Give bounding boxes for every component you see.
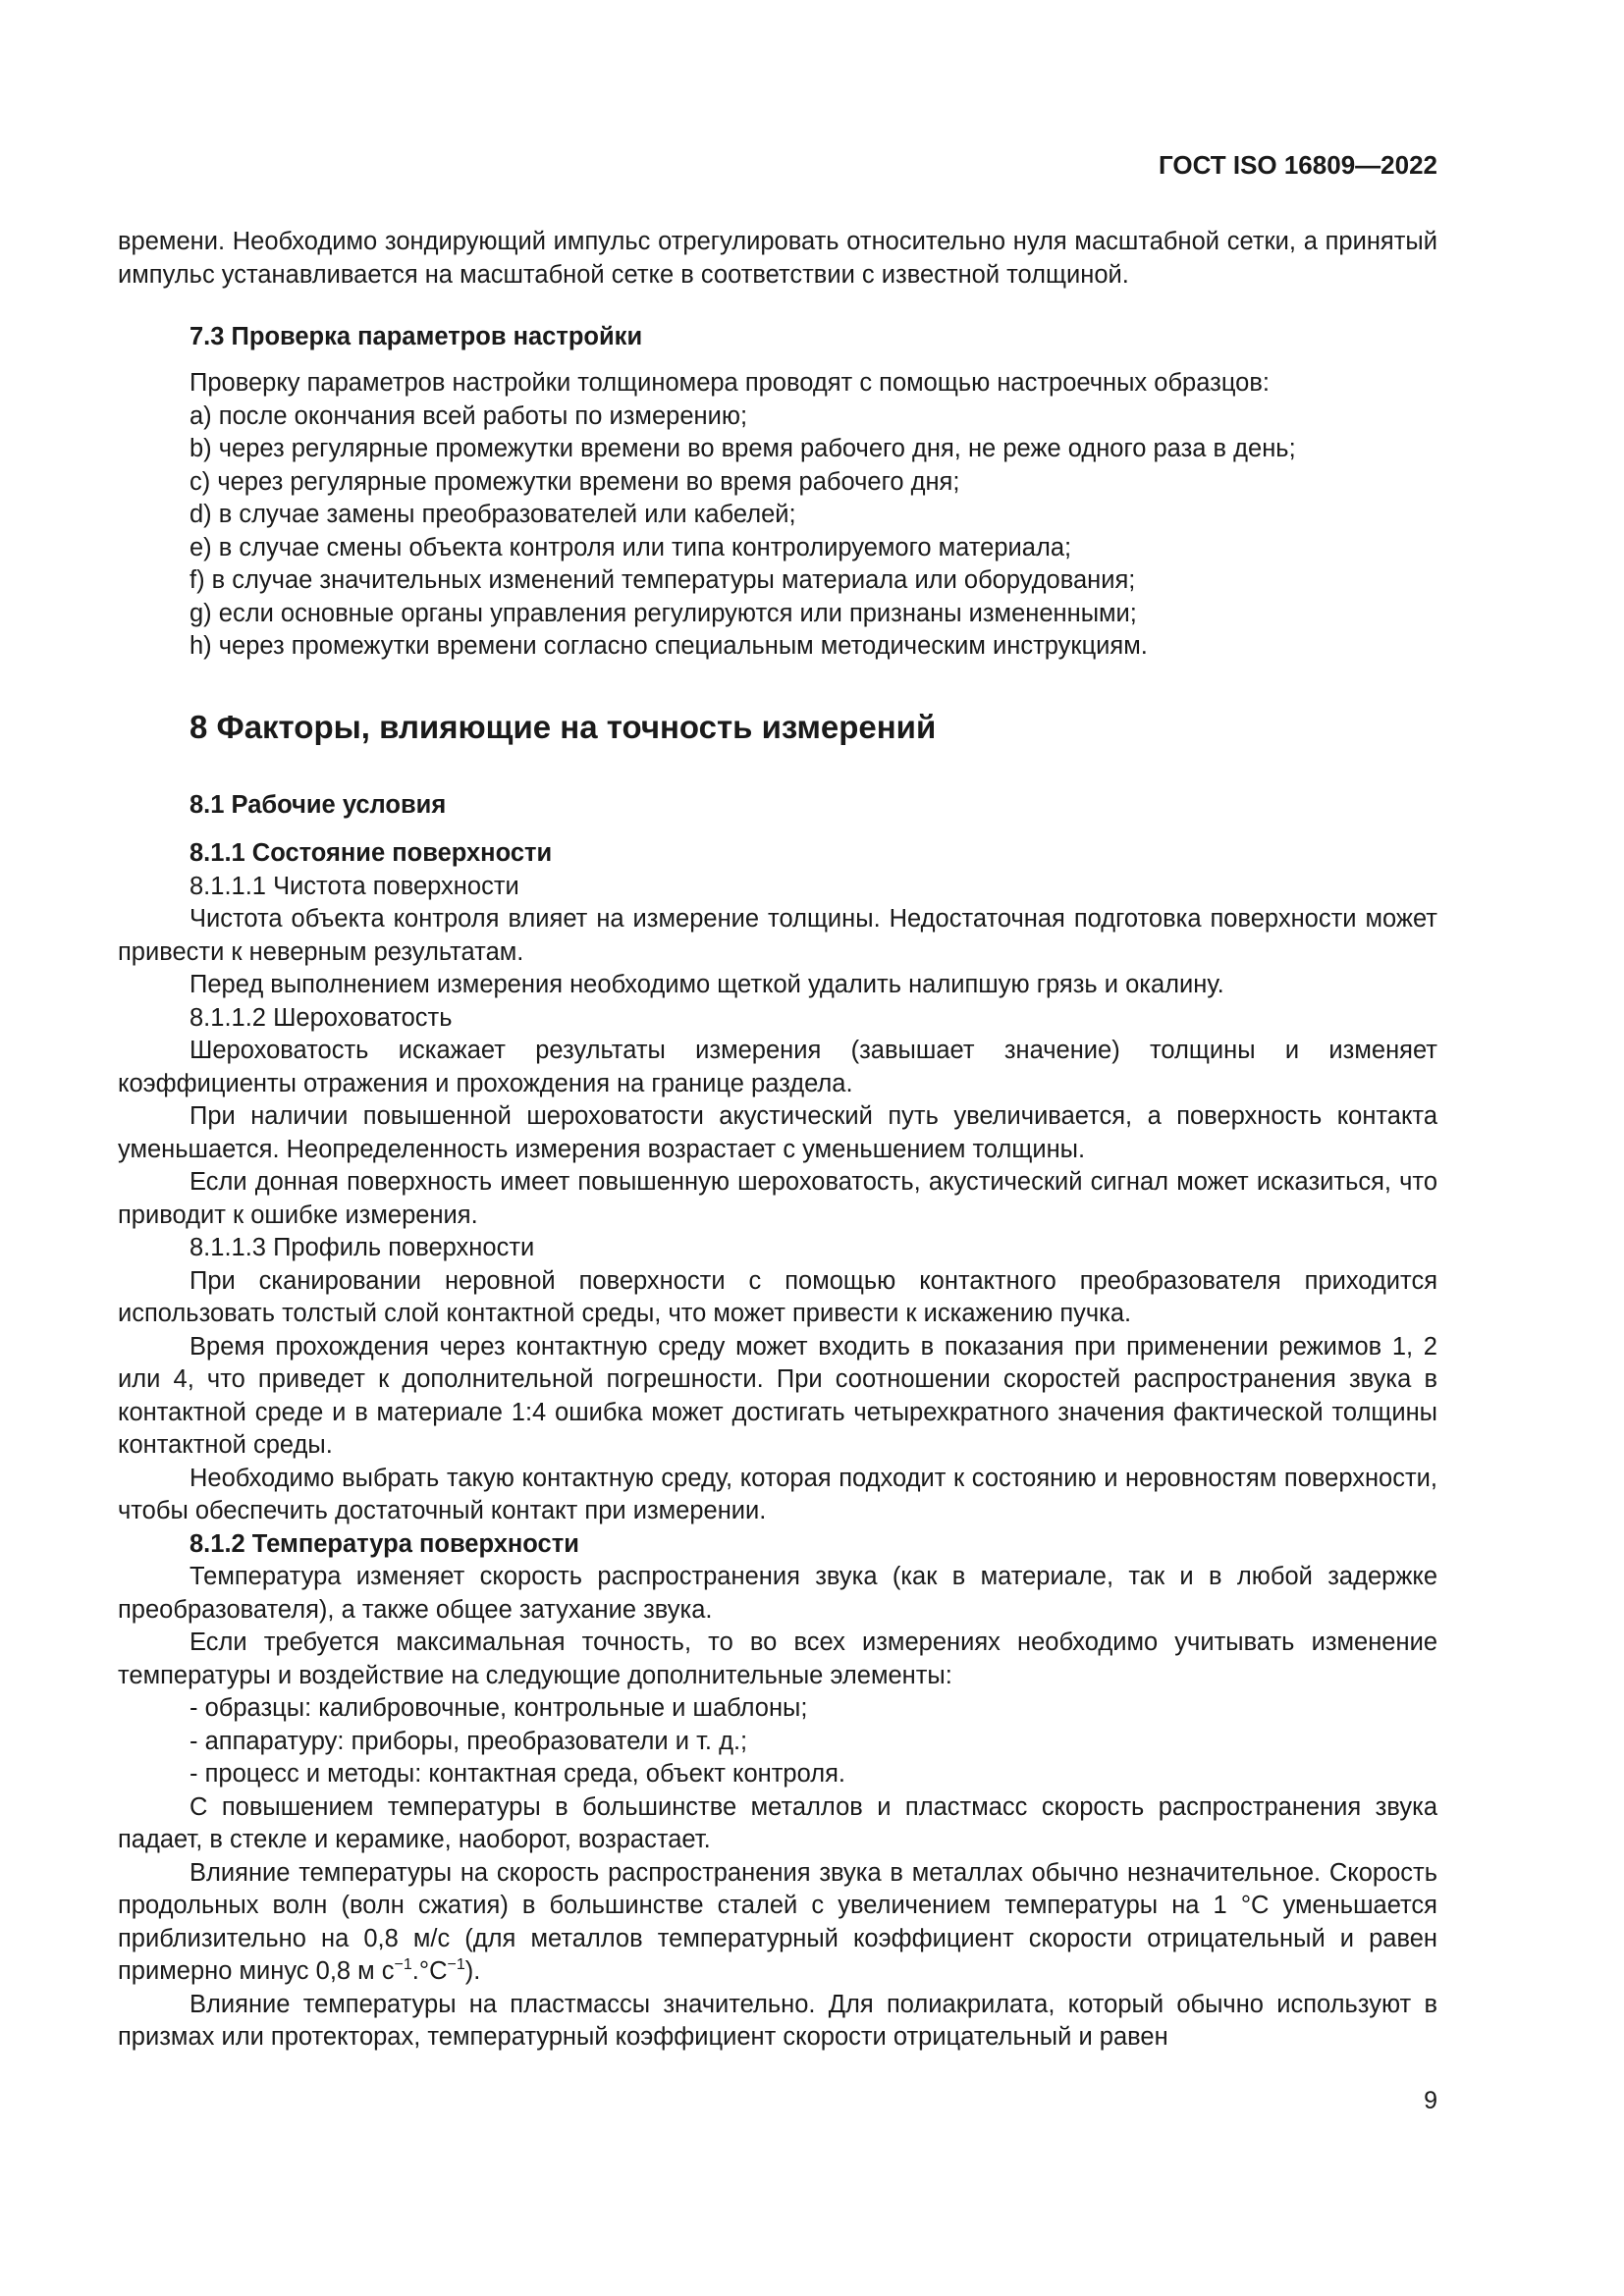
paragraph-profile-3: Необходимо выбрать такую контактную среду, которая подходит к состоянию и неровностям поверхности, чтобы обеспечить достаточный контакт при измерении.: [118, 1464, 1437, 1524]
list-item: e) в случае смены объекта контроля или типа контролируемого материала;: [189, 533, 1072, 561]
paragraph-rough-3: Если донная поверхность имеет повышенную шероховатость, акустический сигнал может исказиться, что приводит к ошибке измерения.: [118, 1168, 1437, 1229]
section-8-1-1-title: 8.1.1 Состояние поверхности: [189, 839, 553, 867]
check-list: [118, 400, 1437, 664]
intro-paragraph: времени. Необходимо зондирующий импульс отрегулировать относительно нуля масштабной сетки, а принятый импульс устанавливается на масштабной сетке в соответствии с известной толщиной.: [118, 228, 1437, 289]
dash-list: [118, 1692, 1437, 1791]
list-item: f) в случае значительных изменений температуры материала или оборудования;: [189, 566, 1136, 594]
paragraph-temp-2: Если требуется максимальная точность, то во всех измерениях необходимо учитывать изменение температуры и воздействие на следующие дополнительные элементы:: [118, 1629, 1437, 1689]
paragraph-clean-1: Чистота объекта контроля влияет на измерение толщины. Недостаточная подготовка поверхности может привести к неверным результатам.: [118, 905, 1437, 966]
list-item: b) через регулярные промежутки времени во время рабочего дня, не реже одного раза в день;: [189, 435, 1296, 462]
paragraph-temp-3: С повышением температуры в большинстве металлов и пластмасс скорость распространения звука падает, в стекле и керамике, наоборот, возрастает.: [118, 1792, 1437, 1853]
section-8-1-1-2-title: 8.1.1.2 Шероховатость: [189, 1003, 453, 1032]
paragraph-profile-2: Время прохождения через контактную среду может входить в показания при применении режимов 1, 2 или 4, что приведет к дополнительной погрешности. При соотношении скоростей распространения звука в контактной среде и в материале 1:4 ошибка может достигать четырехкратного значения фактической толщины контактной среды.: [118, 1332, 1437, 1459]
paragraph-rough-1: Шероховатость искажает результаты измерения (завышает значение) толщины и изменяет коэффициенты отражения и прохождения на границе раздела.: [118, 1037, 1437, 1097]
list-item: g) если основные органы управления регулируются или признаны измененными;: [189, 599, 1137, 627]
section-7-3-lead: Проверку параметров настройки толщиномера проводят с помощью настроечных образцов:: [189, 369, 1270, 397]
section-8-1-2-title: 8.1.2 Температура поверхности: [189, 1529, 579, 1558]
document-code: ГОСТ ISO 16809—2022: [1158, 150, 1437, 180]
section-8-1-1-3-title: 8.1.1.3 Профиль поверхности: [189, 1234, 535, 1261]
temp-4-sup-2: −1: [447, 1956, 465, 1973]
list-item: - аппаратуру: приборы, преобразователи и т. д.;: [189, 1727, 748, 1755]
paragraph-profile-1: При сканировании неровной поверхности с помощью контактного преобразователя приходится использовать толстый слой контактной среды, что может привести к искажению пучка.: [118, 1266, 1437, 1327]
paragraph-temp-5: Влияние температуры на пластмассы значительно. Для полиакрилата, который обычно используют в призмах или протекторах, температурный коэффициент скорости отрицательный и равен: [118, 1990, 1437, 2051]
temp-4-main: Влияние температуры на скорость распространения звука в металлах обычно незначительное. Скорость продольных волн (волн сжатия) в большинстве сталей с увеличением температуры на 1 °С уменьшается приблизительно на 0,8 м/с (для металлов температурный коэффициент скорости отрицательный и равен примерно минус 0,8 м с: [118, 1858, 1437, 1985]
list-item: a) после окончания всей работы по измерению;: [189, 401, 748, 430]
temp-4-sup-1: −1: [394, 1956, 412, 1973]
temp-4-mid: .°С: [411, 1957, 448, 1985]
page-number: 9: [1424, 2087, 1437, 2114]
list-item: h) через промежутки времени согласно специальным методическим инструкциям.: [189, 632, 1148, 660]
paragraph-temp-1: Температура изменяет скорость распространения звука (как в материале, так и в любой задержке преобразователя), а также общее затухание звука.: [118, 1563, 1437, 1624]
paragraph-clean-2: Перед выполнением измерения необходимо щеткой удалить налипшую грязь и окалину.: [189, 971, 1224, 998]
list-item: d) в случае замены преобразователей или кабелей;: [189, 501, 796, 528]
list-item: - образцы: калибровочные, контрольные и шаблоны;: [189, 1694, 808, 1722]
section-8-1-1-1-title: 8.1.1.1 Чистота поверхности: [189, 872, 519, 900]
list-item: c) через регулярные промежутки времени во время рабочего дня;: [189, 467, 960, 496]
section-8-1-title: 8.1 Рабочие условия: [189, 791, 447, 819]
section-8-title: 8 Факторы, влияющие на точность измерений: [189, 709, 937, 745]
temp-4-end: ).: [464, 1957, 481, 1985]
list-item: - процесс и методы: контактная среда, объект контроля.: [189, 1760, 845, 1788]
paragraph-temp-4: [118, 1857, 1437, 1989]
paragraph-rough-2: При наличии повышенной шероховатости акустический путь увеличивается, а поверхность контакта уменьшается. Неопределенность измерения возрастает с уменьшением толщины.: [118, 1102, 1437, 1163]
section-7-3-title: 7.3 Проверка параметров настройки: [189, 323, 643, 350]
